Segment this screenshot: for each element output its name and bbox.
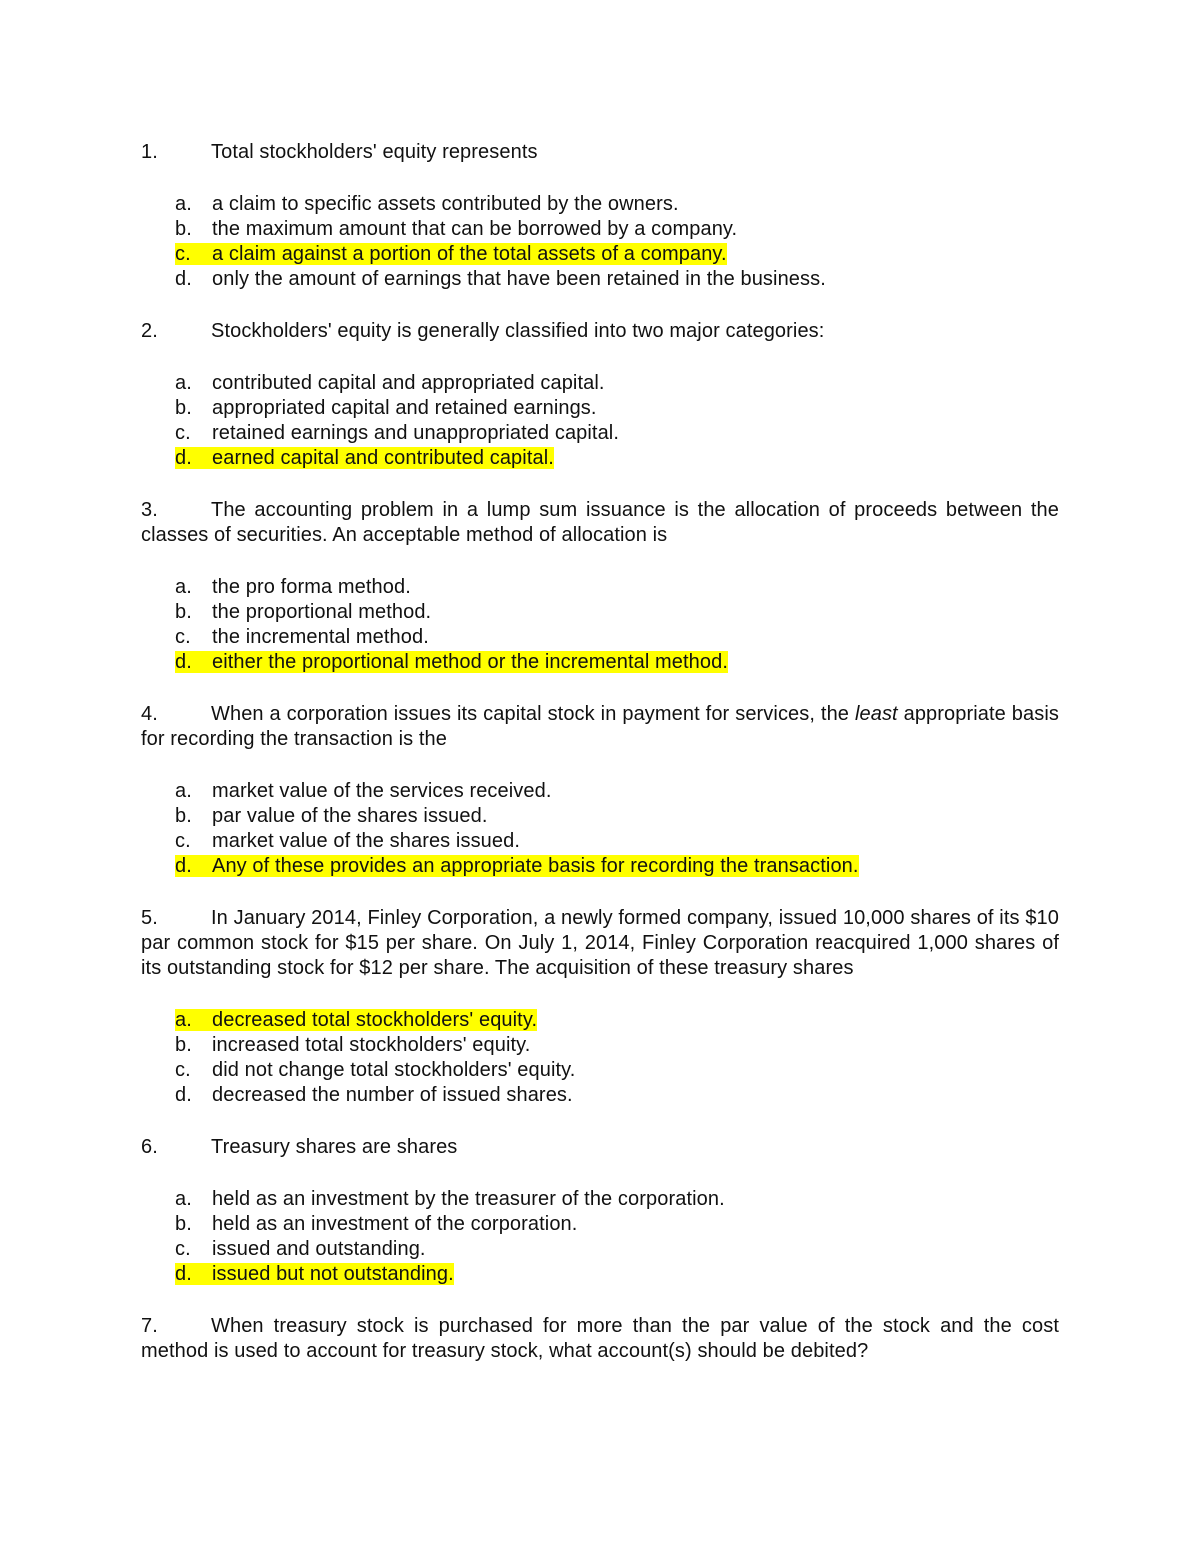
question-1 bbox=[141, 140, 1059, 292]
question-3 bbox=[141, 498, 1059, 675]
answer-body bbox=[175, 372, 605, 394]
option-letter: c. bbox=[175, 830, 191, 852]
answer-body bbox=[175, 268, 826, 290]
answer-option bbox=[175, 217, 1059, 242]
answer-body bbox=[175, 1084, 573, 1106]
answer-option bbox=[175, 1058, 1059, 1083]
option-text: the incremental method. bbox=[212, 626, 429, 648]
option-text: market value of the shares issued. bbox=[212, 830, 520, 852]
answer-body bbox=[175, 1059, 575, 1081]
option-text: only the amount of earnings that have been retained in the business. bbox=[212, 268, 826, 290]
option-letter: a. bbox=[175, 1009, 192, 1031]
question-number: 1. bbox=[141, 141, 158, 163]
answer-option bbox=[175, 779, 1059, 804]
option-text: appropriated capital and retained earnings. bbox=[212, 397, 597, 419]
question-number: 5. bbox=[141, 907, 158, 929]
answer-body bbox=[175, 601, 431, 623]
option-text: either the proportional method or the incremental method. bbox=[212, 651, 728, 673]
highlighted-answer bbox=[175, 1009, 537, 1031]
answer-option bbox=[175, 1083, 1059, 1108]
answer-option bbox=[175, 421, 1059, 446]
answer-body bbox=[175, 830, 520, 852]
option-letter: d. bbox=[175, 268, 192, 290]
highlighted-answer bbox=[175, 1263, 454, 1285]
question-5 bbox=[141, 906, 1059, 1108]
option-text: the pro forma method. bbox=[212, 576, 411, 598]
option-text: a claim to specific assets contributed by the owners. bbox=[212, 193, 679, 215]
option-letter: b. bbox=[175, 1034, 192, 1056]
highlighted-answer bbox=[175, 447, 554, 469]
answer-body bbox=[175, 422, 619, 444]
question-text: Total stockholders' equity represents bbox=[211, 141, 538, 163]
answer-option bbox=[175, 804, 1059, 829]
question-text: In January 2014, Finley Corporation, a newly formed company, issued 10,000 shares of its $10 par common stock for $15 per share. On July 1, 2014, Finley Corporation reacquired 1,000 shares of its outstanding stock for $12 per share. The acquisition of these treasury shares bbox=[141, 907, 1059, 979]
answer-body bbox=[175, 218, 737, 240]
answer-body bbox=[175, 1238, 426, 1260]
answer-option bbox=[175, 1187, 1059, 1212]
question-6 bbox=[141, 1135, 1059, 1287]
question-number: 2. bbox=[141, 320, 158, 342]
answer-body bbox=[175, 193, 679, 215]
option-letter: d. bbox=[175, 1084, 192, 1106]
option-text: decreased the number of issued shares. bbox=[212, 1084, 573, 1106]
answer-options bbox=[141, 779, 1059, 879]
answer-body bbox=[175, 576, 411, 598]
answer-option bbox=[175, 1212, 1059, 1237]
option-letter: b. bbox=[175, 601, 192, 623]
option-letter: b. bbox=[175, 1213, 192, 1235]
option-text: decreased total stockholders' equity. bbox=[212, 1009, 538, 1031]
answer-option bbox=[175, 1008, 1059, 1033]
option-letter: d. bbox=[175, 855, 192, 877]
option-text: did not change total stockholders' equity. bbox=[212, 1059, 576, 1081]
question-stem bbox=[141, 906, 1059, 981]
answer-option bbox=[175, 371, 1059, 396]
question-text: appropriate basis for recording the transaction is the bbox=[141, 703, 1059, 750]
question-number: 6. bbox=[141, 1136, 158, 1158]
answer-option bbox=[175, 625, 1059, 650]
answer-body bbox=[175, 1213, 577, 1235]
answer-option bbox=[175, 1237, 1059, 1262]
option-letter: a. bbox=[175, 780, 192, 802]
option-letter: c. bbox=[175, 626, 191, 648]
option-letter: c. bbox=[175, 422, 191, 444]
answer-body bbox=[175, 1188, 725, 1210]
answer-option bbox=[175, 650, 1059, 675]
quiz-document bbox=[141, 140, 1059, 1364]
option-letter: a. bbox=[175, 1188, 192, 1210]
answer-option bbox=[175, 829, 1059, 854]
option-text: a claim against a portion of the total assets of a company. bbox=[212, 243, 727, 265]
option-text: held as an investment by the treasurer of the corporation. bbox=[212, 1188, 725, 1210]
option-text: contributed capital and appropriated capital. bbox=[212, 372, 605, 394]
option-letter: a. bbox=[175, 576, 192, 598]
answer-body bbox=[175, 780, 552, 802]
option-text: earned capital and contributed capital. bbox=[212, 447, 554, 469]
option-text: par value of the shares issued. bbox=[212, 805, 488, 827]
answer-option bbox=[175, 192, 1059, 217]
highlighted-answer bbox=[175, 855, 859, 877]
option-letter: c. bbox=[175, 1059, 191, 1081]
answer-option bbox=[175, 267, 1059, 292]
option-letter: b. bbox=[175, 805, 192, 827]
option-text: Any of these provides an appropriate basis for recording the transaction. bbox=[212, 855, 859, 877]
option-text: held as an investment of the corporation. bbox=[212, 1213, 578, 1235]
option-letter: d. bbox=[175, 447, 192, 469]
option-text: the maximum amount that can be borrowed by a company. bbox=[212, 218, 738, 240]
answer-options bbox=[141, 1187, 1059, 1287]
answer-option bbox=[175, 1262, 1059, 1287]
question-number: 3. bbox=[141, 499, 158, 521]
question-text: When a corporation issues its capital stock in payment for services, the bbox=[211, 703, 855, 725]
question-text: When treasury stock is purchased for more than the par value of the stock and the cost method is used to account for treasury stock, what account(s) should be debited? bbox=[141, 1315, 1059, 1362]
option-letter: a. bbox=[175, 193, 192, 215]
question-7 bbox=[141, 1314, 1059, 1364]
question-text: The accounting problem in a lump sum issuance is the allocation of proceeds between the classes of securities. An acceptable method of allocation is bbox=[141, 499, 1059, 546]
answer-option bbox=[175, 242, 1059, 267]
answer-options bbox=[141, 192, 1059, 292]
question-number: 4. bbox=[141, 703, 158, 725]
question-4 bbox=[141, 702, 1059, 879]
question-text: Treasury shares are shares bbox=[211, 1136, 458, 1158]
option-text: retained earnings and unappropriated capital. bbox=[212, 422, 620, 444]
answer-option bbox=[175, 575, 1059, 600]
question-stem bbox=[141, 1314, 1059, 1364]
option-text: the proportional method. bbox=[212, 601, 432, 623]
option-letter: b. bbox=[175, 397, 192, 419]
answer-option bbox=[175, 446, 1059, 471]
answer-option bbox=[175, 854, 1059, 879]
question-stem bbox=[141, 498, 1059, 548]
answer-options bbox=[141, 371, 1059, 471]
option-letter: a. bbox=[175, 372, 192, 394]
highlighted-answer bbox=[175, 651, 728, 673]
option-text: market value of the services received. bbox=[212, 780, 552, 802]
option-letter: c. bbox=[175, 1238, 191, 1260]
question-number: 7. bbox=[141, 1315, 158, 1337]
question-text: Stockholders' equity is generally classified into two major categories: bbox=[211, 320, 825, 342]
question-stem bbox=[141, 140, 1059, 165]
option-letter: d. bbox=[175, 651, 192, 673]
question-stem bbox=[141, 319, 1059, 344]
answer-body bbox=[175, 397, 597, 419]
highlighted-answer bbox=[175, 243, 727, 265]
question-2 bbox=[141, 319, 1059, 471]
question-stem bbox=[141, 1135, 1059, 1160]
answer-body bbox=[175, 805, 487, 827]
option-text: issued and outstanding. bbox=[212, 1238, 426, 1260]
question-emphasis: least bbox=[854, 703, 898, 725]
option-letter: d. bbox=[175, 1263, 192, 1285]
option-text: issued but not outstanding. bbox=[212, 1263, 454, 1285]
question-stem bbox=[141, 702, 1059, 752]
answer-option bbox=[175, 1033, 1059, 1058]
option-letter: c. bbox=[175, 243, 191, 265]
answer-option bbox=[175, 396, 1059, 421]
answer-options bbox=[141, 575, 1059, 675]
option-letter: b. bbox=[175, 218, 192, 240]
answer-options bbox=[141, 1008, 1059, 1108]
answer-body bbox=[175, 626, 429, 648]
answer-option bbox=[175, 600, 1059, 625]
option-text: increased total stockholders' equity. bbox=[212, 1034, 531, 1056]
answer-body bbox=[175, 1034, 530, 1056]
